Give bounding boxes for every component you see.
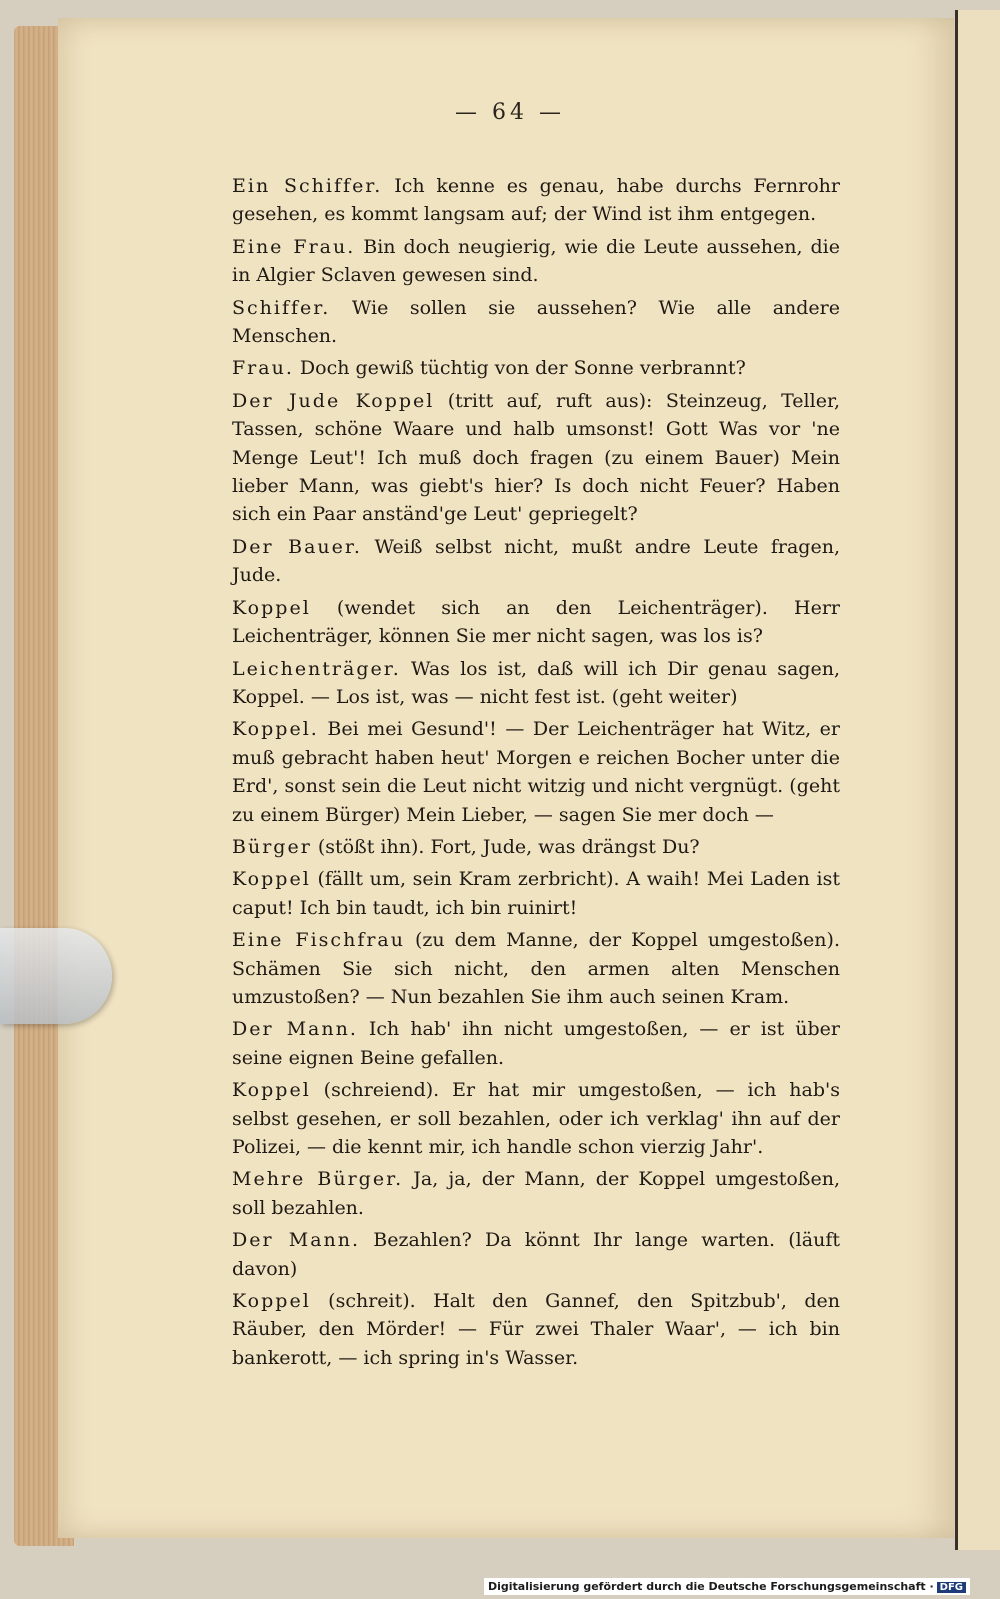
facing-page-edge <box>955 10 1000 1550</box>
page-holder-clip <box>0 928 112 1024</box>
speaker-name: Koppel <box>232 596 311 619</box>
paragraph-text: Weiß selbst nicht, mußt andre Leute fragen, Jude. <box>232 535 840 587</box>
paragraph <box>232 1287 840 1372</box>
credit-text: Digitalisierung gefördert durch die Deutsche Forschungsgemeinschaft · <box>487 1580 934 1593</box>
digitization-credit <box>484 1578 970 1595</box>
paragraph <box>232 1226 840 1283</box>
speaker-name: Der Jude Koppel <box>232 389 435 412</box>
dfg-logo: DFG <box>937 1582 966 1593</box>
paragraph-text: (stößt ihn). Fort, Jude, was drängst Du? <box>311 835 700 858</box>
paragraph <box>232 655 840 712</box>
paragraph <box>232 926 840 1011</box>
speaker-name: Bürger <box>232 835 312 858</box>
paragraph <box>232 354 840 382</box>
speaker-name: Koppel <box>232 1290 311 1313</box>
paragraph-text: (schreiend). Er hat mir umgestoßen, — ich hab's selbst gesehen, er soll bezahlen, oder ich verklag' ihn auf der Polizei, — die kennt mir, ich handle schon vierzig Jahr'. <box>232 1079 840 1158</box>
paragraph-text: (zu dem Manne, der Koppel umgestoßen). Schämen Sie sich nicht, den armen alten Menschen umzustoßen? — Nun bezahlen Sie ihm auch seinen Kram. <box>232 929 840 1008</box>
paragraph-text: Was los ist, daß will ich Dir genau sagen, Koppel. — Los ist, was — nicht fest ist. (geht weiter) <box>232 657 840 708</box>
paragraph <box>232 1076 840 1161</box>
speaker-name: Koppel. <box>232 718 319 741</box>
speaker-name: Ein Schiffer. <box>232 175 383 197</box>
paragraph <box>232 833 840 861</box>
paragraph <box>232 1015 840 1072</box>
paragraph <box>232 533 840 590</box>
paragraph <box>232 172 840 229</box>
paragraph <box>232 387 840 529</box>
page-number: — 64 — <box>455 100 565 125</box>
paragraph-text: (tritt auf, ruft aus): Steinzeug, Teller, Tassen, schöne Waare und halb umsonst! Gott Was vor 'ne Menge Leut'! Ich muß doch fragen (zu einem Bauer) Mein lieber Mann, was giebt's hier? Is doch nicht Feuer? Haben sich ein Paar anständ'ge Leut' gepriegelt? <box>232 389 840 526</box>
text-block <box>232 172 840 1376</box>
speaker-name: Der Mann. <box>232 1229 361 1252</box>
speaker-name: Eine Frau. <box>232 235 356 258</box>
paragraph-text: Doch gewiß tüchtig von der Sonne verbrannt? <box>293 357 746 380</box>
speaker-name: Schiffer. <box>232 296 331 319</box>
paragraph-text: Bin doch neugierig, wie die Leute aussehen, die in Algier Sclaven gewesen sind. <box>232 235 840 287</box>
speaker-name: Mehre Bürger. <box>232 1168 404 1191</box>
speaker-name: Eine Fischfrau <box>232 929 405 952</box>
paragraph <box>232 594 840 651</box>
speaker-name: Koppel <box>232 868 311 891</box>
speaker-name: Koppel <box>232 1079 311 1102</box>
speaker-name: Leichenträger. <box>232 657 401 680</box>
paragraph-text: Ich kenne es genau, habe durchs Fernrohr gesehen, es kommt langsam auf; der Wind ist ihm entgegen. <box>232 175 840 226</box>
paragraph-text: Ja, ja, der Mann, der Koppel umgestoßen, soll bezahlen. <box>232 1168 840 1219</box>
paragraph <box>232 715 840 829</box>
paragraph-text: (fällt um, sein Kram zerbricht). A waih! Mei Laden ist caput! Ich bin taudt, ich bin ruinirt! <box>232 868 840 919</box>
paragraph-text: (schreit). Halt den Gannef, den Spitzbub', den Räuber, den Mörder! — Für zwei Thaler Waar', — ich bin bankerott, — ich spring in's Wasser. <box>232 1290 840 1369</box>
speaker-name: Frau. <box>232 357 294 380</box>
paragraph-text: Bezahlen? Da könnt Ihr lange warten. (läuft davon) <box>232 1229 840 1280</box>
paragraph-text: Bei mei Gesund'! — Der Leichenträger hat Witz, er muß gebracht haben heut' Morgen e reichen Bocher unter die Erd', sonst sein die Leut nicht witzig und nicht vergnügt. (geht zu einem Bürger) Mein Lieber, — sagen Sie mer doch — <box>232 718 840 826</box>
speaker-name: Der Mann. <box>232 1018 358 1041</box>
paragraph <box>232 233 840 290</box>
paragraph-text: Wie sollen sie aussehen? Wie alle andere Menschen. <box>232 296 840 348</box>
paragraph <box>232 294 840 351</box>
paragraph-text: Ich hab' ihn nicht umgestoßen, — er ist über seine eignen Beine gefallen. <box>232 1018 841 1069</box>
paragraph <box>232 1165 840 1222</box>
paragraph <box>232 865 840 922</box>
speaker-name: Der Bauer. <box>232 535 362 558</box>
paragraph-text: (wendet sich an den Leichenträger). Herr Leichenträger, können Sie mer nicht sagen, was los is? <box>232 596 840 648</box>
